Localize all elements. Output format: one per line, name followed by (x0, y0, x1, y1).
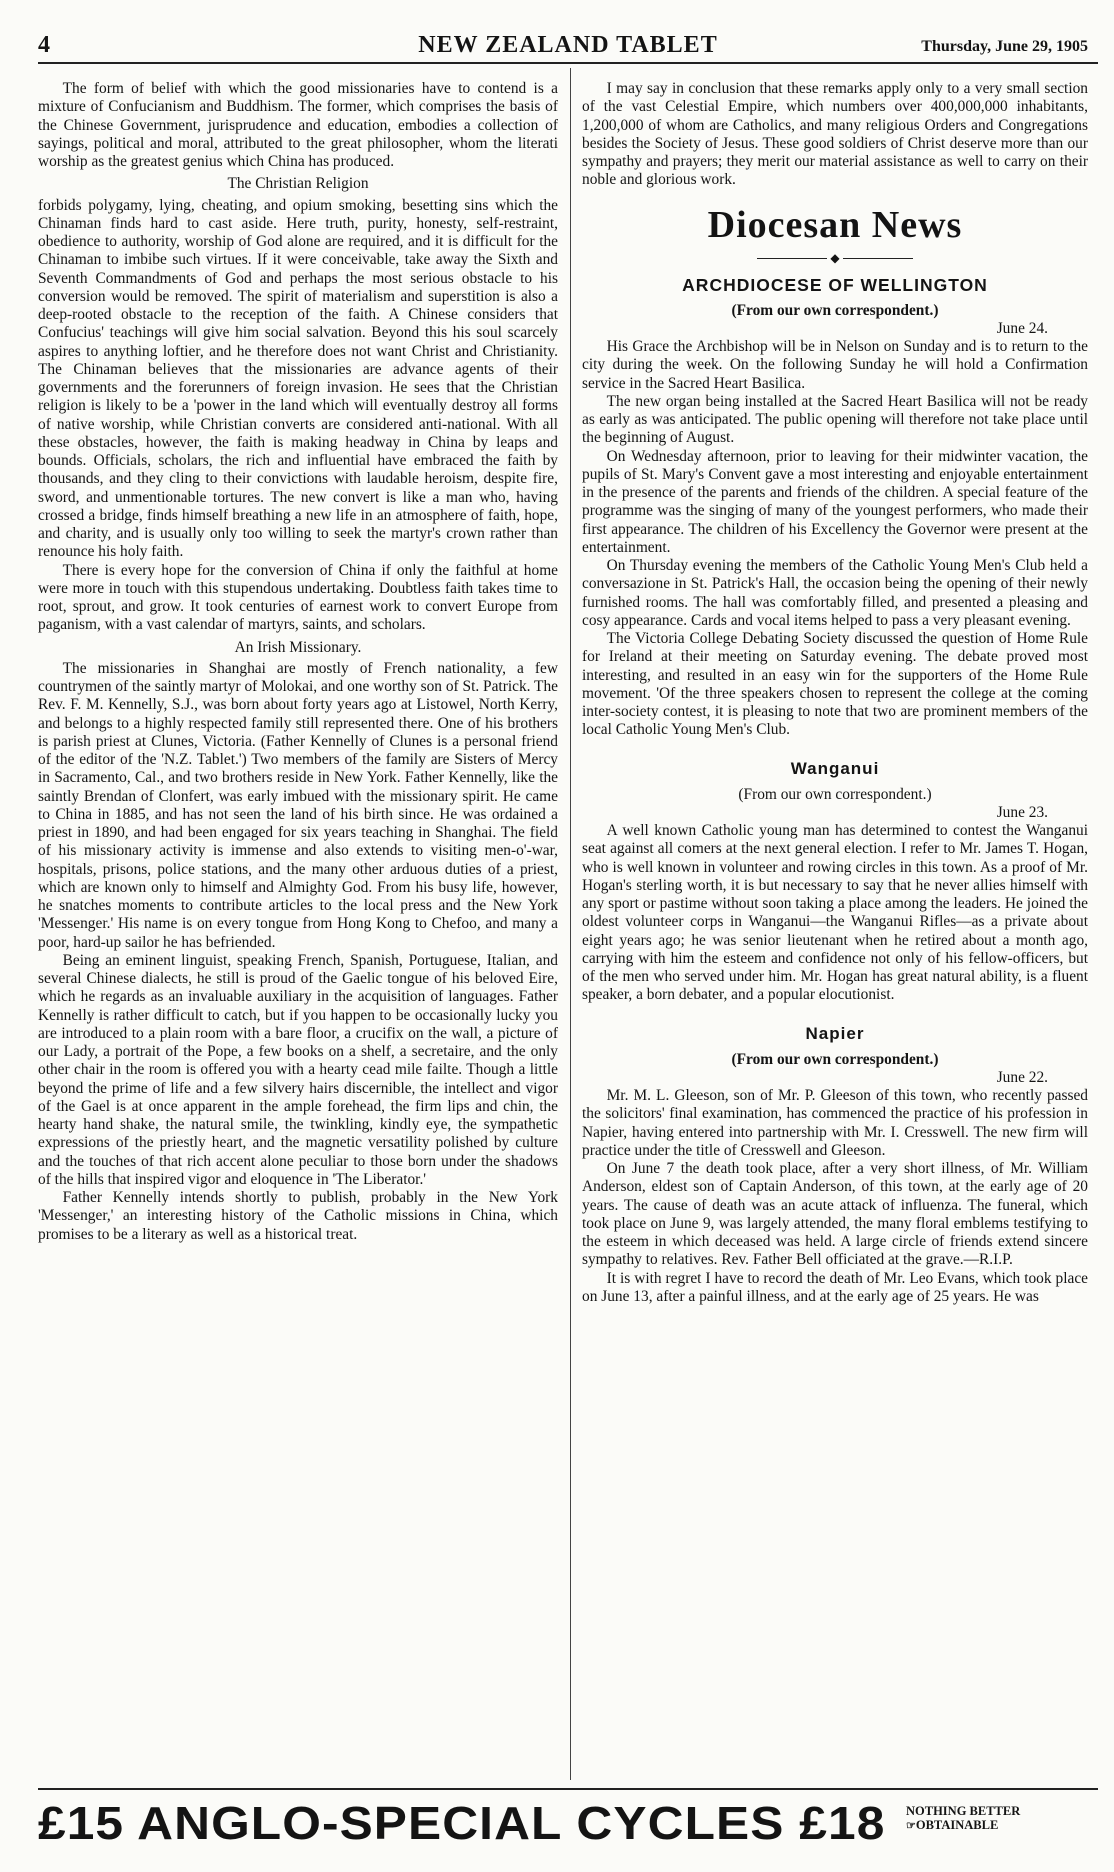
footer-rule (38, 1788, 1098, 1790)
masthead-title: NEW ZEALAND TABLET (418, 32, 718, 58)
issue-date: Thursday, June 29, 1905 (921, 38, 1088, 55)
ornament-line (843, 258, 913, 259)
article-paragraph: His Grace the Archbishop will be in Nelson on Sunday and is to return to the city during the week. On the following Sunday he will hold a Confirmation service in the Sacred Heart Basilica. (582, 338, 1088, 392)
article-paragraph: Father Kennelly intends shortly to publish, probably in the New York 'Messenger,' an interesting history of the Catholic missions in China, which promises to be a literary as well as a historical treat. (38, 1189, 558, 1243)
article-paragraph: On June 7 the death took place, after a very short illness, of Mr. William Anderson, eldest son of Captain Anderson, of this town, at the early age of 20 years. The cause of death was an acute attack of influenza. The funeral, which took place on June 9, was largely attended, the many floral emblems testifying to the esteem in which deceased was held. A large circle of friends extend sincere sympathy to relatives. Rev. Father Bell officiated at the grave.—R.I.P. (582, 1160, 1088, 1269)
advertisement-banner (38, 1796, 1098, 1852)
subheading: An Irish Missionary. (234, 638, 362, 656)
archdiocese-heading: ARCHDIOCESE OF WELLINGTON (682, 274, 988, 295)
pointing-hand-icon: ☞ (906, 1820, 916, 1832)
advertisement-text: £15 ANGLO-SPECIAL CYCLES £18 (38, 1797, 886, 1849)
article-paragraph: On Wednesday afternoon, prior to leaving for their midwinter vacation, the pupils of St. Mary's Convent gave a most interesting and enjoyable entertainment in the presence of the parents and friends of the children. A special feature of the programme was the singing of many of the youngest performers, who made their first appearance. The children of his Excellency the Governor were present at the entertainment. (582, 447, 1088, 556)
article-paragraph: I may say in conclusion that these remarks apply only to a very small section of the vast Celestial Empire, which numbers over 400,000,000 inhabitants, 1,200,000 of whom are Catholics, and many religious Orders and Congregations besides the Society of Jesus. These good soldiers of Christ deserve more than our sympathy and prayers; they merit our material assistance as well to carry on their noble and glorious work. (582, 80, 1088, 189)
article-paragraph: Mr. M. L. Gleeson, son of Mr. P. Gleeson of this town, who recently passed the solicitors' final examination, has commenced the practice of his profession in Napier, having entered into partnership with Mr. I. Cresswell. The new firm will practice under the title of Cresswell and Gleeson. (582, 1087, 1088, 1159)
header-rule (38, 62, 1098, 64)
article-paragraph: There is every hope for the conversion of China if only the faithful at home were more in touch with this stupendous undertaking. Doubtless faith takes time to root, sprout, and grow. It took centuries of earnest work to convert Europe from paganism, with a vast calendar of martyrs, saints, and scholars. (38, 561, 558, 634)
tagline-line-2 (906, 1818, 1020, 1833)
right-column (582, 80, 1088, 1776)
article-paragraph: A well known Catholic young man has determined to contest the Wanganui seat against all comers at the next general election. I refer to Mr. James T. Hogan, who is well known in volunteer and rowing circles in this town. As a proof of Mr. Hogan's sterling worth, it is but necessary to say that he never allies himself with any sport or pastime without soon taking a place among the leaders. He joined the oldest volunteer corps in Wanganui—the Wanganui Rifles—as a private about eight years ago; he was senior lieutenant when he retired about a month ago, carrying with him the esteem and confidence not only of his fellow-officers, but of the men who served under him. Mr. Hogan has great natural ability, is a fluent speaker, a born debater, and a popular elocutionist. (582, 822, 1088, 1004)
wanganui-heading: Wanganui (790, 758, 880, 778)
article-paragraph: The form of belief with which the good missionaries have to contend is a mixture of Confucianism and Buddhism. The former, which comprises the basis of the Chinese Government, jurisprudence and education, embodies a collection of sayings, political and moral, attributed to the great philosopher, whom the literati worship as the greatest genius which China has produced. (38, 80, 558, 170)
dateline: June 23. (996, 803, 1048, 821)
section-title: Diocesan News (707, 203, 963, 246)
article-paragraph: It is with regret I have to record the death of Mr. Leo Evans, which took place on June 13, after a painful illness, and at the early age of 25 years. He was (582, 1269, 1088, 1305)
page-header (38, 26, 1098, 60)
article-paragraph: On Thursday evening the members of the Catholic Young Men's Club held a conversazione in St. Patrick's Hall, the occasion being the opening of their newly furnished rooms. The hall was comfortably filled, and presented a pleasing and cosy appearance. Cards and vocal items helped to pass a very pleasant evening. (582, 557, 1088, 629)
subheading: The Christian Religion (227, 175, 369, 193)
tagline-line-1: NOTHING BETTER (906, 1804, 1021, 1818)
ornament-line (757, 258, 827, 259)
left-column (38, 80, 558, 1776)
dateline: June 24. (996, 319, 1048, 337)
ornament-divider (582, 250, 1088, 266)
dateline: June 22. (996, 1068, 1048, 1086)
column-divider (570, 68, 571, 1780)
correspondent-line: (From our own correspondent.) (738, 785, 932, 803)
article-paragraph: Being an eminent linguist, speaking French, Spanish, Portuguese, Italian, and several Chinese dialects, he still is proud of the Gaelic tongue of his beloved Eire, which he regards as an invaluable auxiliary in the acquisition of languages. Father Kennelly is rather difficult to catch, but if you happen to be occasionally lucky you are introduced to a plain room with a bare floor, a crucifix on the wall, a picture of our Lady, a portrait of the Pope, a few books on a shelf, a secretaire, and the only other chair in the room is offered you with a hearty cead mile failte. Though a little beyond the prime of life and a few silvery hairs discernible, the intellect and vigor of the Gael is at once apparent in the ample forehead, the firm lips and chin, the hearty hand shake, the natural smile, the twinkling, kindly eye, the sympathetic expressions of the priestly heart, and the magnetic versatility polished by culture and the touches of that rich accent alone peculiar to those born under the shadows of the hills that inspired vigor and eloquence in 'The Liberator.' (38, 951, 558, 1188)
diamond-icon: ◆ (830, 250, 840, 265)
article-paragraph: forbids polygamy, lying, cheating, and opium smoking, besetting sins which the Chinaman finds hard to cast aside. Here truth, purity, honesty, self-restraint, obedience to authority, worship of God alone are required, and it is difficult for the Chinaman to imbibe such virtues. If it were conceivable, take away the Sixth and Seventh Commandments of God and perhaps the most serious obstacle to his conversion would be removed. The spirit of materialism and superstition is also a deep-rooted obstacle to the reception of the faith. A Chinese considers that Confucius' teachings will give him social salvation. Beyond this his soul scarcely aspires to anything loftier, and he therefore does not want Christ and Christianity. The Chinaman believes that the missionaries are advance agents of their governments and the forerunners of foreign invasion. He sees that the Christian religion is likely to be a 'power in the land which will eventually destroy all forms of native worship, while Christian converts are considered anti-national. With all these obstacles, however, the faith is making headway in China by leaps and bounds. Officials, scholars, the rich and influential have embraced the faith by thousands, and they cling to their convictions with laudable heroism, despite fire, sword, and unmentionable tortures. The new convert is like a man who, having crossed a bridge, finds himself breathing a new life in an atmosphere of faith, hope, and charity, and is usually only too willing to seek the martyr's crown rather than renounce his holy faith. (38, 196, 558, 561)
page-number: 4 (38, 32, 50, 58)
napier-heading: Napier (805, 1023, 865, 1043)
article-paragraph: The missionaries in Shanghai are mostly of French nationality, a few countrymen of the saintly martyr of Molokai, and one worthy son of St. Patrick. The Rev. F. M. Kennelly, S.J., was born about forty years ago at Listowel, North Kerry, and belongs to a highly respected family still represented there. One of his brothers is parish priest at Clunes, Victoria. (Father Kennelly of Clunes is a personal friend of the editor of the 'N.Z. Tablet.') Two members of the family are Sisters of Mercy in Sacramento, Cal., and two brothers reside in New York. Father Kennelly, like the saintly Brendan of Clonfert, was early imbued with the missionary spirit. He came to China in 1885, and has not seen the land of his birth since. He was ordained a priest in 1890, and had been engaged for six years teaching in Shanghai. The field of his missionary activity is immense and also extends to visiting men-o'-war, hospitals, prisons, police stations, and the many other arduous duties of a priest, which are known only to himself and Almighty God. From his busy life, however, he snatches moments to contribute articles to the local press and the New York 'Messenger.' His name is on every tongue from Hong Kong to Chefoo, and many a poor, hard-up sailor he has befriended. (38, 659, 558, 951)
article-paragraph: The Victoria College Debating Society discussed the question of Home Rule for Ireland at their meeting on Saturday evening. The debate proved most interesting, and resulted in an easy win for the supporters of the Home Rule movement. 'Of the three speakers chosen to represent the college at the coming inter-society contest, it is pleasing to note that two are prominent members of the local Catholic Young Men's Club. (582, 630, 1088, 739)
correspondent-line: (From our own correspondent.) (731, 1050, 939, 1068)
article-paragraph: The new organ being installed at the Sacred Heart Basilica will not be ready as early as was anticipated. The public opening will therefore not take place until the beginning of August. (582, 392, 1088, 447)
correspondent-line: (From our own correspondent.) (731, 301, 939, 319)
advertisement-tagline (906, 1804, 1020, 1833)
tagline-text: OBTAINABLE (915, 1818, 999, 1832)
